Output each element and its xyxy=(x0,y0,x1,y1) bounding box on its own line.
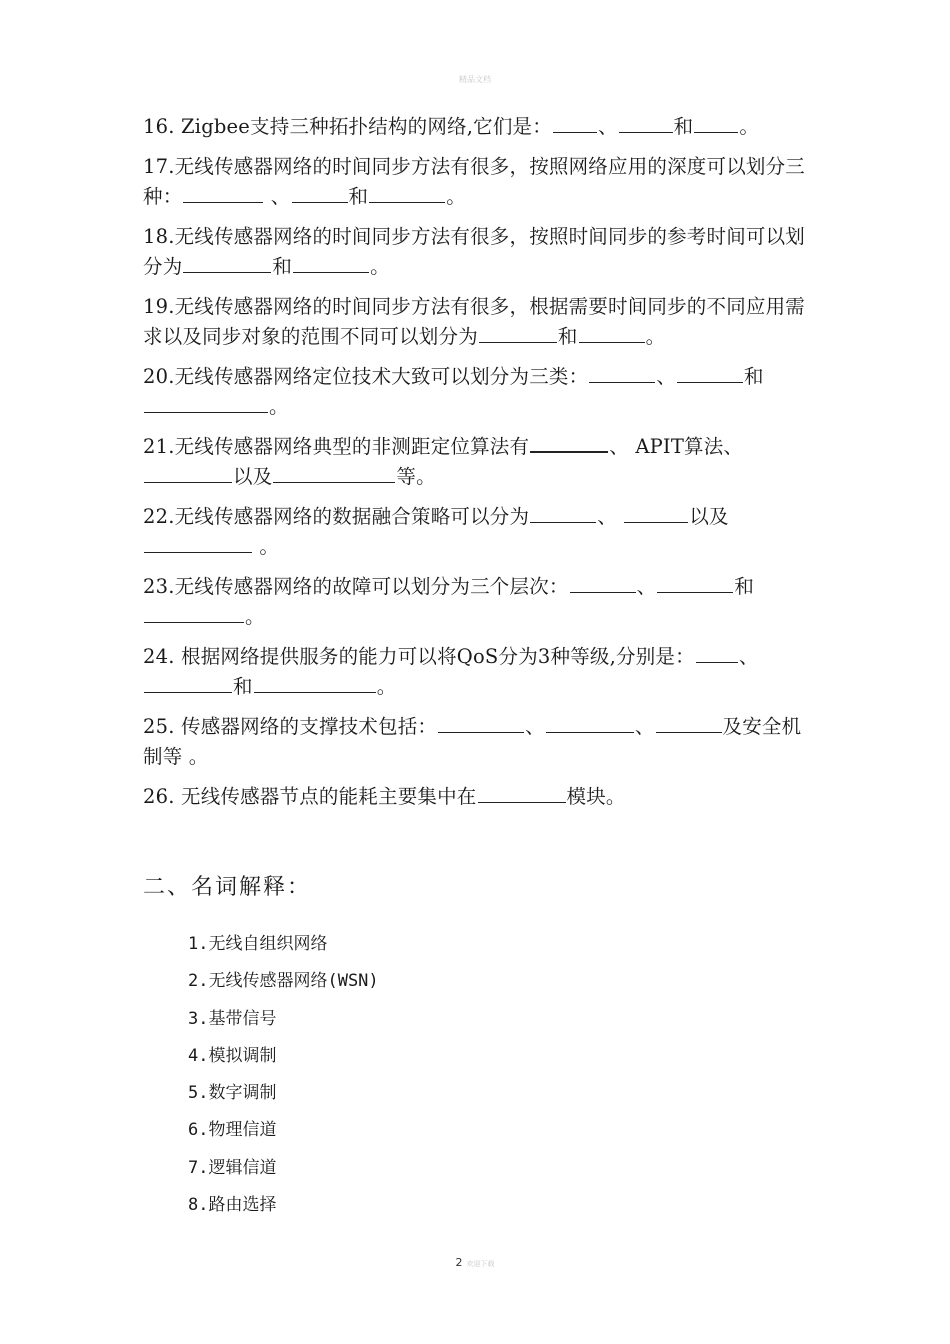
question-text: 、 xyxy=(738,645,759,668)
answer-blank xyxy=(657,574,733,593)
page-number: 2 xyxy=(455,1256,463,1269)
question-text: 。 xyxy=(446,185,466,208)
question-text: 24. 根据网络提供服务的能力可以将QoS分为3种等级,分别是： xyxy=(143,645,695,668)
question-text: 22.无线传感器网络的数据融合策略可以分为 xyxy=(143,505,530,528)
list-item: 2.无线传感器网络(WSN) xyxy=(188,971,379,992)
answer-blank xyxy=(292,184,348,203)
question-text: 、 xyxy=(634,715,655,738)
question-text: 20.无线传感器网络定位技术大致可以划分为三类： xyxy=(143,365,589,388)
question-24 xyxy=(143,642,813,702)
answer-blank xyxy=(479,324,557,343)
answer-blank xyxy=(144,534,252,553)
question-text: 。 xyxy=(376,675,397,698)
question-text: 23.无线传感器网络的故障可以划分为三个层次： xyxy=(143,575,569,598)
question-17 xyxy=(143,152,813,212)
fill-in-questions xyxy=(143,112,813,822)
question-text: 、 APIT算法、 xyxy=(609,435,744,458)
question-19 xyxy=(143,292,813,352)
list-item: 4.模拟调制 xyxy=(188,1045,277,1066)
answer-blank xyxy=(273,464,395,483)
answer-blank xyxy=(478,784,566,803)
list-item: 6.物理信道 xyxy=(188,1120,277,1141)
watermark-top: 精品文档 xyxy=(459,75,491,84)
question-text: 。 xyxy=(253,535,280,558)
page-footer xyxy=(0,1256,950,1269)
question-text: 和 xyxy=(272,255,293,278)
answer-blank xyxy=(589,364,655,383)
question-26 xyxy=(143,782,813,812)
watermark-bottom: 欢迎下载 xyxy=(466,1260,495,1268)
question-text: 25. 传感器网络的支撑技术包括： xyxy=(143,715,438,738)
question-text: 以及 xyxy=(233,465,273,488)
question-text: 和 xyxy=(734,575,755,598)
answer-blank xyxy=(144,604,244,623)
answer-blank xyxy=(579,324,645,343)
answer-blank xyxy=(694,114,738,133)
list-item: 7.逻辑信道 xyxy=(188,1157,277,1178)
list-item: 3.基带信号 xyxy=(188,1008,277,1029)
question-text: 21.无线传感器网络典型的非测距定位算法有 xyxy=(143,435,530,458)
question-text: 和 xyxy=(673,115,694,138)
question-22 xyxy=(143,502,813,562)
answer-blank xyxy=(144,394,268,413)
question-text: 。 xyxy=(645,325,666,348)
answer-blank xyxy=(293,254,369,273)
question-text: 及安全机制等 。 xyxy=(143,715,802,768)
question-text: 和 xyxy=(557,325,578,348)
question-text: 、 xyxy=(264,185,291,208)
question-text: 。 xyxy=(245,605,265,628)
question-text: 19.无线传感器网络的时间同步方法有很多，根据需要时间同步的不同应用需求以及同步对象的范围不同可以划分为 xyxy=(143,295,806,348)
question-text: 、 xyxy=(525,715,545,738)
question-text: 、 xyxy=(636,575,657,598)
list-item: 5.数字调制 xyxy=(188,1083,277,1104)
answer-blank xyxy=(656,714,722,733)
question-text: 等。 xyxy=(396,465,436,488)
list-item: 1.无线自组织网络 xyxy=(188,934,328,954)
question-text: 。 xyxy=(269,395,289,418)
question-text: 和 xyxy=(233,675,253,698)
answer-blank xyxy=(438,714,524,733)
question-text: 。 xyxy=(370,255,390,278)
answer-blank xyxy=(624,504,688,523)
question-text: 16. Zigbee支持三种拓扑结构的网络,它们是： xyxy=(143,115,552,138)
question-text: 和 xyxy=(744,365,764,388)
answer-blank xyxy=(553,114,597,133)
question-18 xyxy=(143,222,813,282)
section-title: 二、名词解释： xyxy=(143,875,312,900)
answer-blank xyxy=(144,464,232,483)
answer-blank xyxy=(183,254,271,273)
question-text: 26. 无线传感器节点的能耗主要集中在 xyxy=(143,785,477,808)
question-text: 以及 xyxy=(689,505,729,528)
question-text: 17.无线传感器网络的时间同步方法有很多，按照网络应用的深度可以划分三种： xyxy=(143,155,806,208)
answer-blank xyxy=(183,184,263,203)
answer-blank xyxy=(696,644,738,663)
question-text: 、 xyxy=(656,365,677,388)
answer-blank xyxy=(546,714,634,733)
question-text: 18.无线传感器网络的时间同步方法有很多，按照时间同步的参考时间可以划分为 xyxy=(143,225,806,278)
question-20 xyxy=(143,362,813,422)
answer-blank xyxy=(144,674,232,693)
list-item: 8.路由选择 xyxy=(188,1195,277,1216)
term-list xyxy=(188,926,379,1224)
answer-blank xyxy=(530,433,608,453)
question-21 xyxy=(143,432,813,492)
question-text: 、 xyxy=(597,505,624,528)
question-16 xyxy=(143,112,813,142)
answer-blank xyxy=(677,364,743,383)
answer-blank xyxy=(369,184,445,203)
question-text: 和 xyxy=(348,185,369,208)
question-text: 。 xyxy=(739,115,760,138)
answer-blank xyxy=(570,574,636,593)
answer-blank xyxy=(530,504,596,523)
question-25 xyxy=(143,712,813,772)
question-text: 、 xyxy=(597,115,618,138)
answer-blank xyxy=(254,674,376,693)
question-23 xyxy=(143,572,813,632)
answer-blank xyxy=(619,114,673,133)
question-text: 模块。 xyxy=(566,785,626,808)
